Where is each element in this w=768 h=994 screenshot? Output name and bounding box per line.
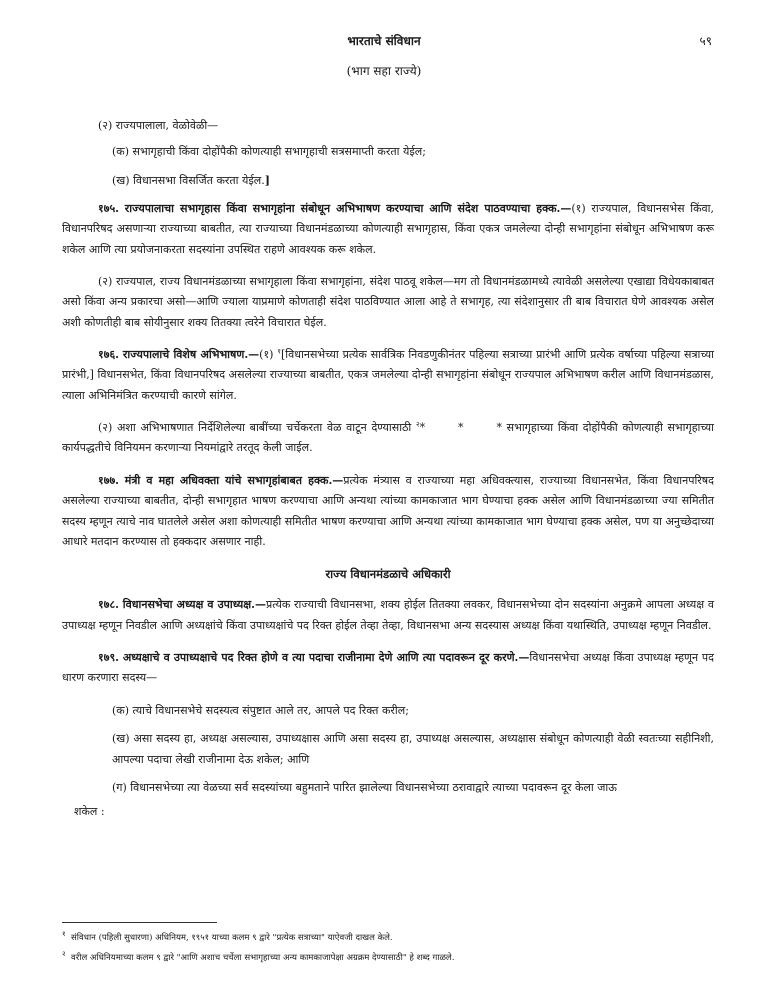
- article-179-text: विधानसभेचा अध्यक्ष किंवा उपाध्यक्ष म्हणून पद धारण करणारा सदस्य—: [62, 651, 715, 685]
- omission-stars: * * *: [419, 421, 502, 435]
- footnote-1-text: संविधान (पहिली सुधारणा) अधिनियम, १९५१ याच्या कलम ९ द्वारे "प्रत्येक सत्राच्या" याऐवजी दाखल केले.: [71, 932, 393, 943]
- footnote-2-text: वरील अधिनियमाच्या कलम ९ द्वारे "आणि अशाच चर्चेला सभागृहाच्या अन्य कामकाजापेक्षा अग्रक्रम देण्यासाठी" हे शब्द गाळले.: [71, 952, 455, 963]
- article-176-clause-1-prefix: (१): [259, 348, 274, 362]
- article-176-number: १७६.: [98, 348, 119, 362]
- page-number: ५९: [699, 34, 712, 48]
- article-177-heading: मंत्री व महा अधिवक्ता यांचे सभागृहांबाबत हक्क.—: [124, 473, 344, 487]
- article-175-clause-2: (२) राज्यपाल, राज्य विधानमंडळाच्या सभागृहाला किंवा सभागृहांना, संदेश पाठवू शकेल—मग तो विधानमंडळामध्ये त्यावेळी असलेल्या एखाद्या विधेयकाबाबत असो किंवा अन्य प्रकारचा असो—आणि ज्याला याप्रमाणे कोणताही संदेश पाठविण्यात आला आहे ते सभागृह, त्या संदेशानुसार ती बाब विचारात घेणे आवश्यक असेल अशी कोणतीही बाब सोयीनुसार शक्य तितक्या त्वरेने विचारात घेईल.: [62, 275, 714, 329]
- footnote-2-mark: २: [62, 950, 66, 958]
- document-body: [62, 116, 714, 831]
- article-178-number: १७८.: [98, 598, 119, 612]
- article-176-clause-2-text: सभागृहाच्या किंवा दोहोंपैकी कोणत्याही सभागृहाच्या कार्यपद्धतीचे विनियमन करणाऱ्या नियमांद्वारे तरतूद केली जाईल.: [62, 421, 714, 455]
- clause-174-2-a: (क) सभागृहाची किंवा दोहोंपैकी कोणत्याही सभागृहाची सत्रसमाप्ती करता येईल;: [112, 145, 426, 159]
- article-175-heading: राज्यपालाचा सभागृहास किंवा सभागृहांना संबोधून अभिभाषण करण्याचा आणि संदेश पाठवण्याचा हक्क.—: [124, 202, 572, 216]
- article-175-number: १७५.: [98, 202, 119, 216]
- clause-174-2-b-text: (ख) विधानसभा विसर्जित करता येईल.: [112, 173, 265, 187]
- article-177-number: १७७.: [98, 473, 119, 487]
- article-175-clause-1: [62, 199, 714, 260]
- article-177: [62, 471, 714, 552]
- footnote-ref-1[interactable]: १: [277, 347, 281, 356]
- article-179-heading: अध्यक्षाचे व उपाध्यक्षाचे पद रिक्त होणे व त्या पदाचा राजीनामा देणे आणि त्या पदावरून दूर करणे.—: [122, 651, 530, 665]
- footnote-1: [62, 930, 714, 945]
- article-179: [62, 648, 714, 689]
- page-title: भारताचे संविधान: [347, 34, 421, 48]
- article-178: [62, 595, 714, 636]
- article-177-text: प्रत्येक मंत्र्यास व राज्याच्या महा अधिवक्त्यास, राज्याच्या विधानसभेत, किंवा विधानपरिषद असलेल्या राज्याच्या बाबतीत, दोन्ही सभागृहात भाषण करण्याचा आणि अन्यथा त्यांच्या कामकाजात भाग घेण्याचा हक्क असेल आणि विधानमंडळाच्या ज्या समितीत सदस्य म्हणून त्याचे नाव घातलेले असेल अशा कोणत्याही समितीत भाषण करण्याचा आणि अन्यथा त्यांच्या कामकाजात भाग घेण्याचा हक्क असेल, पण या अनुच्छेदाच्या आधारे मतदान करण्यास तो हक्कदार असणार नाही.: [62, 473, 715, 548]
- footnote-ref-2[interactable]: २: [415, 420, 420, 429]
- article-175-clause-1-text: (१) राज्यपाल, विधानसभेस किंवा, विधानपरिषद असणाऱ्या राज्याच्या बाबतीत, त्या राज्याच्या विधानमंडळाच्या कोणत्याही सभागृहास, किंवा एकत्र जमलेल्या दोन्ही सभागृहांना संबोधून अभिभाषण करू शकेल आणि त्या प्रयोजनाकरता सदस्यांना उपस्थित राहणे आवश्यक करू शकेल.: [62, 202, 714, 256]
- article-178-text: प्रत्येक राज्याची विधानसभा, शक्य होईल तितक्या लवकर, विधानसभेच्या दोन सदस्यांना अनुक्रमे आपला अध्यक्ष व उपाध्यक्ष म्हणून निवडील आणि अध्यक्षांचे किंवा उपाध्यक्षांचे पद रिक्त होईल तेव्हा तेव्हा, विधानसभा अन्य सदस्यास अध्यक्ष किंवा यथास्थिति, उपाध्यक्ष म्हणून निवडील.: [62, 598, 714, 632]
- clause-174-2-intro: (२) राज्यपालाला, वेळोवेळी—: [98, 119, 219, 132]
- article-179-c-continued: शकेल :: [74, 805, 105, 819]
- article-179-c: (ग) विधानसभेच्या त्या वेळच्या सर्व सदस्यांच्या बहुमताने पारित झालेल्या विधानसभेच्या ठरावाद्वारे त्याच्या पदावरून दूर केला जाऊ: [112, 780, 617, 794]
- article-178-heading: विधानसभेचा अध्यक्ष व उपाध्यक्ष.—: [122, 598, 266, 612]
- article-176-clause-2-prefix: (२) अशा अभिभाषणात निर्देशिलेल्या बाबींच्या चर्चेकरता वेळ वाटून देण्यासाठी: [98, 421, 412, 435]
- article-176-clause-1: [62, 345, 714, 406]
- section-heading: राज्य विधानमंडळाचे अधिकारी: [325, 567, 451, 582]
- article-179-number: १७९.: [98, 651, 119, 665]
- footnote-divider: [62, 922, 217, 923]
- footnote-2: [62, 950, 714, 965]
- article-176-heading: राज्यपालाचे विशेष अभिभाषण.—: [122, 348, 260, 362]
- page-subtitle: (भाग सहा राज्ये): [346, 64, 422, 78]
- article-179-b: (ख) असा सदस्य हा, अध्यक्ष असल्यास, उपाध्यक्षास आणि असा सदस्य हा, उपाध्यक्ष असल्यास, अध्यक्षास संबोधून कोणत्याही वेळी स्वतःच्या सहीनिशी, आपल्या पदाचा लेखी राजीनामा देऊ शकेल; आणि: [112, 732, 714, 766]
- article-176-clause-2: [62, 418, 714, 459]
- clause-174-2-b: [62, 171, 714, 191]
- article-179-a: (क) त्याचे विधानसभेचे सदस्यत्व संपुष्टात आले तर, आपले पद रिक्त करील;: [112, 703, 409, 717]
- amendment-close-bracket: ]: [264, 173, 270, 187]
- footnote-1-mark: १: [62, 930, 66, 938]
- article-176-clause-1-text: [विधानसभेच्या प्रत्येक सार्वत्रिक निवडणुकीनंतर पहिल्या सत्राच्या प्रारंभी आणि प्रत्येक वर्षाच्या पहिल्या सत्राच्या प्रारंभी,] विधानसभेत, किंवा विधानपरिषद असलेल्या राज्याच्या बाबतीत, एकत्र जमलेल्या दोन्ही सभागृहांना संबोधून राज्यपाल अभिभाषण करील आणि विधानमंडळास, त्याला अभिनिमंत्रित करण्याची कारणे सांगेल.: [62, 348, 714, 402]
